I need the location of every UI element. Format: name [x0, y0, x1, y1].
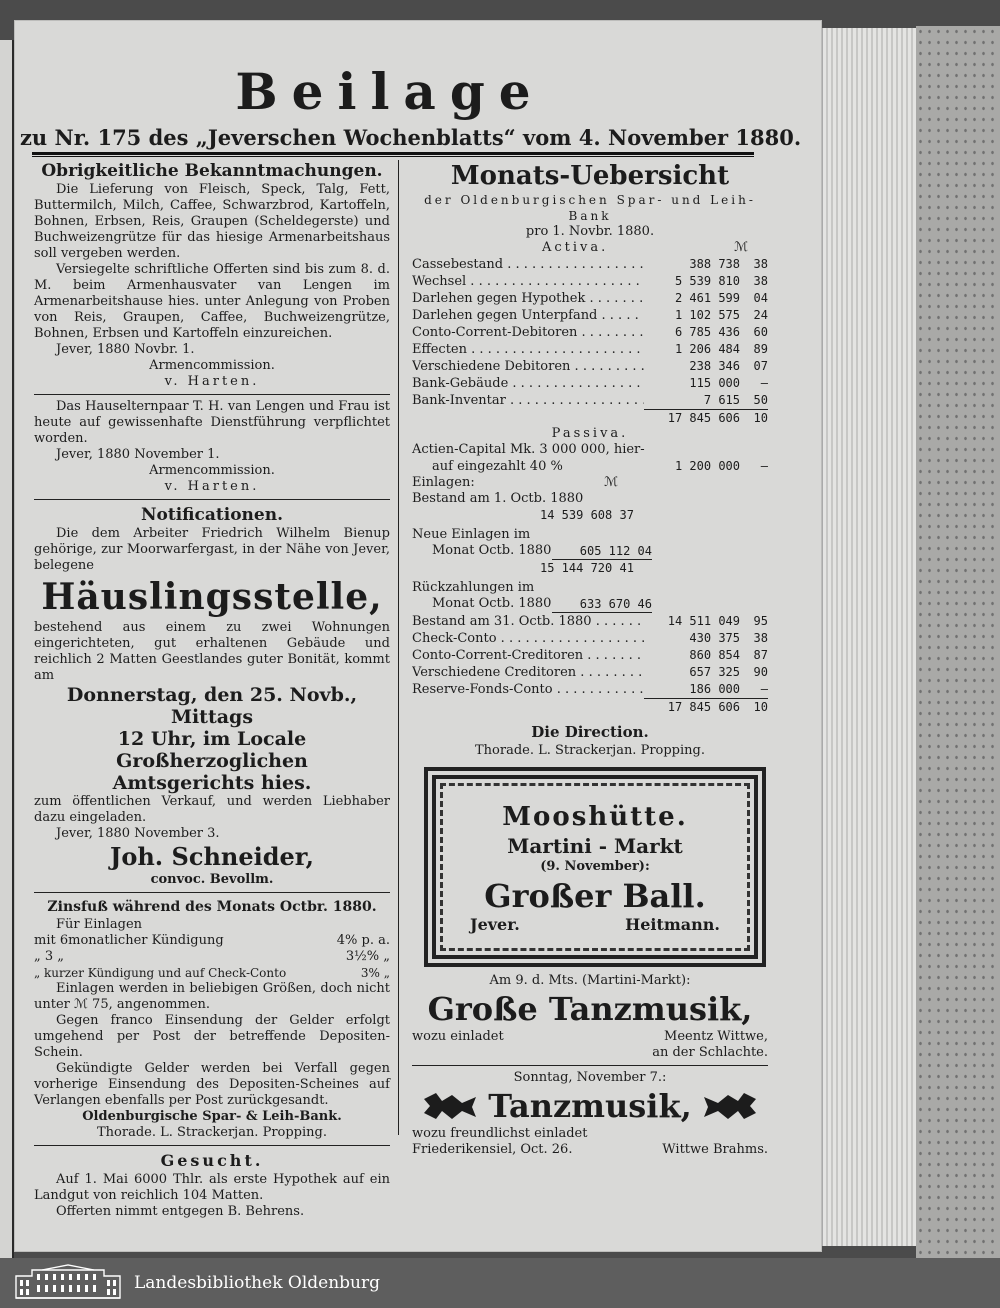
einlagen-mark: ℳ: [604, 475, 618, 490]
tanz2-host: Wittwe Brahms.: [662, 1142, 768, 1157]
activa-label: Bank-Inventar . . .: [412, 393, 644, 409]
neue-1: Neue Einlagen im: [412, 527, 531, 542]
moos-ball: Großer Ball.: [484, 877, 706, 915]
zins-row-1-label: mit 6monatlicher Kündigung: [34, 933, 224, 948]
moos-host: Heitmann.: [625, 915, 720, 934]
activa-header: [412, 240, 768, 256]
library-footer: [0, 1258, 1000, 1308]
activa-total: [644, 409, 768, 426]
moos-title: Mooshütte.: [502, 802, 688, 832]
tanz2-invite: wozu freundlichst einladet: [412, 1126, 588, 1141]
obrig-org: Armencommission.: [149, 358, 275, 373]
activa-cts: 38: [753, 274, 768, 288]
activa-num: 1 206 484: [674, 342, 740, 356]
activa-label: Bank-Gebäude . . .: [412, 376, 644, 392]
tanz1-host: Meentz Wittwe,: [664, 1029, 768, 1044]
hausel-paragraph: Das Hauselternpaar T. H. van Lengen und Frau ist heute auf gewissenhafte Dienstführung verpflichtet worden.: [34, 399, 390, 446]
hausel-org: Armencommission.: [149, 463, 275, 478]
notif-body: bestehend aus einem zu zwei Wohnungen eingerichteten, gut erhaltenen Gebäude und reichlich 2 Matten Geestlandes guter Bonität, kommt am: [34, 620, 390, 683]
activa-row: [412, 256, 768, 273]
passiva-row: [412, 630, 768, 647]
passiva-row: [412, 613, 768, 630]
gesucht-contact: Offerten nimmt entgegen B. Behrens.: [56, 1204, 305, 1219]
activa-label: Darlehen gegen Hypothek . . .: [412, 291, 644, 307]
activa-num: 1 102 575: [674, 308, 740, 322]
monat-heading: Monats-Uebersicht: [450, 161, 730, 191]
monat-sub-1: der Oldenburgischen Spar- und Leih-Bank: [424, 193, 756, 223]
moos-date: (9. November):: [540, 859, 650, 874]
passiva-row: [412, 647, 768, 664]
notif-when-3: Amtsgerichts hies.: [112, 772, 312, 794]
masthead-title: Beilage: [235, 62, 545, 121]
book-cover: [916, 26, 1000, 1258]
passiva-cts: 87: [753, 648, 768, 662]
passiva-label: Bestand am 31. Octb. 1880 . . .: [412, 614, 644, 630]
zins-paragraph-1: Einlagen werden in beliebigen Größen, doch nicht unter ℳ 75, angenommen.: [34, 981, 390, 1012]
direction-names: Thorade. L. Strackerjan. Propping.: [474, 743, 705, 758]
mooshuette-ad: [424, 767, 766, 967]
activa-num: 6 785 436: [674, 325, 740, 339]
notif-intro: Die dem Arbeiter Friedrich Wilhelm Bienup gehörige, zur Moorwarfergast, in der Nähe von Jever, belegene: [34, 526, 390, 573]
neue-value: 605 112 04: [552, 543, 652, 560]
obrig-paragraph-1: Die Lieferung von Fleisch, Speck, Talg, Fett, Buttermilch, Milch, Caffee, Schwarzbrod, Kartoffeln, Bohnen, Erbsen, Reis, Graupen (Scheldegerste) und Buchweizengrütze für das hiesige Armenarbeitshaus soll vergeben werden.: [34, 182, 390, 261]
library-building-logo: [12, 1264, 124, 1302]
notif-after: zum öffentlichen Verkauf, und werden Liebhaber dazu eingeladen.: [34, 794, 390, 825]
obrig-paragraph-2: Versiegelte schriftliche Offerten sind bis zum 8. d. M. beim Armenhausvater van Lengen im Armenarbeitshause hies. unter Anlegung von Proben von Reis, Graupen, Caffee, Buchweizengrütze, Bohnen, Erbsen und Kartoffeln einzureichen.: [34, 262, 390, 341]
previous-page-edge: [0, 40, 14, 1258]
activa-num: 388 738: [689, 257, 740, 271]
obrig-heading: Obrigkeitliche Bekanntmachungen.: [41, 161, 383, 181]
activa-row: [412, 324, 768, 341]
zins-row-1: [34, 933, 390, 949]
activa-label: Verschiedene Debitoren . . .: [412, 359, 644, 375]
capital-line-1: Actien-Capital Mk. 3 000 000, hier-: [412, 442, 645, 457]
tanz2-line: Sonntag, November 7.:: [513, 1070, 667, 1085]
zins-row-3-value: 3% „: [360, 966, 390, 980]
moos-place: Jever.: [470, 915, 520, 934]
hausel-date: Jever, 1880 November 1.: [56, 447, 220, 462]
activa-cts: 24: [753, 308, 768, 322]
obrig-signature: v. Harten.: [164, 374, 260, 389]
einlagen-label: Einlagen:: [412, 475, 475, 490]
tanz1-big: Große Tanzmusik,: [427, 990, 753, 1028]
moos-market: Martini - Markt: [507, 834, 683, 858]
activa-cts: 38: [753, 257, 768, 271]
neue-2: Monat Octb. 1880: [432, 543, 552, 558]
zins-intro: Für Einlagen: [56, 917, 143, 932]
passiva-cts: —: [760, 682, 768, 696]
activa-row: [412, 307, 768, 324]
ornament-right-icon: [702, 1091, 758, 1121]
activa-total-num: 17 845 606: [667, 411, 740, 425]
activa-label: Cassebestand . . .: [412, 257, 644, 273]
passiva-row: [412, 681, 768, 698]
activa-num: 238 346: [689, 359, 740, 373]
page-edges: [822, 28, 916, 1246]
right-column: [412, 160, 768, 1158]
passiva-label: Conto-Corrent-Creditoren . . .: [412, 648, 644, 664]
zins-row-3-label: „ kurzer Kündigung und auf Check-Conto: [34, 966, 287, 980]
rueck-value: 633 670 46: [552, 596, 652, 613]
passiva-cts: 90: [753, 665, 768, 679]
tanz2-title-row: [412, 1086, 768, 1126]
activa-mark: ℳ: [734, 240, 748, 255]
zins-row-2-label: „ 3 „: [34, 949, 65, 964]
activa-cts: 60: [753, 325, 768, 339]
passiva-num: 860 854: [689, 648, 740, 662]
activa-total-cts: 10: [753, 411, 768, 425]
gesucht-paragraph: Auf 1. Mai 6000 Thlr. als erste Hypothek auf ein Landgut von reichlich 104 Matten.: [34, 1172, 390, 1203]
activa-row: [412, 290, 768, 307]
zins-paragraph-2: Gegen franco Einsendung der Gelder erfolgt umgehend per Post der betreffende Depositen-Schein.: [34, 1013, 390, 1060]
divider: [34, 394, 390, 395]
divider: [34, 1145, 390, 1146]
notif-when-1: Donnerstag, den 25. Novb., Mittags: [66, 684, 358, 728]
passiva-total-cts: 10: [753, 700, 768, 714]
masthead-subtitle: zu Nr. 175 des „Jeverschen Wochenblatts“ vom 4. November 1880.: [20, 125, 802, 150]
hausel-signature: v. Harten.: [164, 479, 260, 494]
activa-cts: 89: [753, 342, 768, 356]
activa-row: [412, 375, 768, 392]
activa-row: [412, 392, 768, 409]
passiva-num: 657 325: [689, 665, 740, 679]
activa-num: 7 615: [703, 393, 740, 407]
zins-row-1-value: 4% p. a.: [336, 933, 390, 948]
activa-cts: 50: [753, 393, 768, 407]
zins-heading: Zinsfuß während des Monats Octbr. 1880.: [47, 899, 377, 915]
passiva-num: 430 375: [689, 631, 740, 645]
passiva-label: Reserve-Fonds-Conto . . .: [412, 682, 644, 698]
tanz1-line: Am 9. d. Mts. (Martini-Markt):: [489, 973, 691, 988]
activa-row: [412, 273, 768, 290]
tanz2-big: Tanzmusik,: [488, 1087, 692, 1125]
divider: [412, 1065, 768, 1066]
tanz1-footer: [412, 1029, 768, 1045]
capital-line-2: auf eingezahlt 40 %: [432, 459, 563, 474]
notif-big-title: Häuslingsstelle,: [41, 576, 383, 618]
activa-label: Effecten . . .: [412, 342, 644, 358]
capital-num: 1 200 000: [674, 459, 740, 473]
notif-date: Jever, 1880 November 3.: [56, 826, 220, 841]
activa-label: Wechsel . . .: [412, 274, 644, 290]
direction: Die Direction.: [531, 723, 649, 741]
tanz1-invite: wozu einladet: [412, 1029, 504, 1044]
left-column: [34, 160, 390, 1220]
passiva-cts: 95: [753, 614, 768, 628]
notif-signature-role: convoc. Bevollm.: [150, 872, 274, 887]
activa-label: Activa.: [542, 240, 609, 255]
activa-num: 115 000: [689, 376, 740, 390]
activa-row: [412, 358, 768, 375]
tanz2-footer: [412, 1142, 768, 1158]
passiva-num: 186 000: [689, 682, 740, 696]
bestand-1: Bestand am 1. Octb. 1880: [412, 491, 584, 506]
passiva-label: Passiva.: [551, 426, 629, 441]
activa-cts: 07: [753, 359, 768, 373]
rueck-2: Monat Octb. 1880: [432, 596, 552, 611]
passiva-table: [412, 613, 768, 698]
activa-label: Conto-Corrent-Debitoren . . .: [412, 325, 644, 341]
masthead-rule: [32, 152, 754, 157]
activa-cts: —: [760, 376, 768, 390]
passiva-cts: 38: [753, 631, 768, 645]
notif-when-2: 12 Uhr, im Locale Großherzoglichen: [116, 728, 308, 772]
masthead: [20, 60, 802, 152]
zins-row-2: [34, 949, 390, 965]
einlagen-header: [412, 475, 768, 491]
neue-sum: 15 144 720 41: [540, 561, 634, 575]
passiva-num: 14 511 049: [667, 614, 740, 628]
library-label: Landesbibliothek Oldenburg: [134, 1273, 381, 1293]
passiva-label: Check-Conto . . .: [412, 631, 644, 647]
tanz2-place: Friederikensiel, Oct. 26.: [412, 1142, 573, 1157]
activa-row: [412, 341, 768, 358]
divider: [34, 892, 390, 893]
divider: [34, 499, 390, 500]
gesucht-heading: Gesucht.: [160, 1151, 264, 1170]
neue-row: [412, 543, 768, 560]
passiva-total: [644, 698, 768, 715]
activa-label: Darlehen gegen Unterpfand . . .: [412, 308, 644, 324]
activa-cts: 04: [753, 291, 768, 305]
zins-bank: Oldenburgische Spar- & Leih-Bank.: [82, 1109, 342, 1124]
ornament-left-icon: [422, 1091, 478, 1121]
monat-sub-2: pro 1. Novbr. 1880.: [525, 224, 655, 239]
capital-cts: —: [760, 459, 768, 473]
activa-table: [412, 256, 768, 409]
zins-row-2-value: 3½% „: [345, 949, 390, 964]
activa-num: 2 461 599: [674, 291, 740, 305]
passiva-total-num: 17 845 606: [667, 700, 740, 714]
rueck-1: Rückzahlungen im: [412, 580, 535, 595]
obrig-date: Jever, 1880 Novbr. 1.: [56, 342, 195, 357]
column-rule: [398, 160, 399, 1135]
zins-paragraph-3: Gekündigte Gelder werden bei Verfall gegen vorherige Einsendung des Depositen-Scheines auf Verlangen ebenfalls per Post zurückgesandt.: [34, 1061, 390, 1108]
tanz1-host-2: an der Schlachte.: [652, 1045, 768, 1060]
notif-signature: Joh. Schneider,: [109, 842, 315, 871]
capital-row: [412, 458, 768, 475]
notif-heading: Notificationen.: [140, 505, 284, 525]
passiva-row: [412, 664, 768, 681]
zins-names: Thorade. L. Strackerjan. Propping.: [96, 1125, 327, 1140]
zins-row-3: [34, 965, 390, 981]
passiva-label: Verschiedene Creditoren . . .: [412, 665, 644, 681]
bestand-1-value: 14 539 608 37: [540, 508, 634, 522]
moos-footer: [464, 917, 726, 933]
rueck-row: [412, 596, 768, 613]
activa-num: 5 539 810: [674, 274, 740, 288]
